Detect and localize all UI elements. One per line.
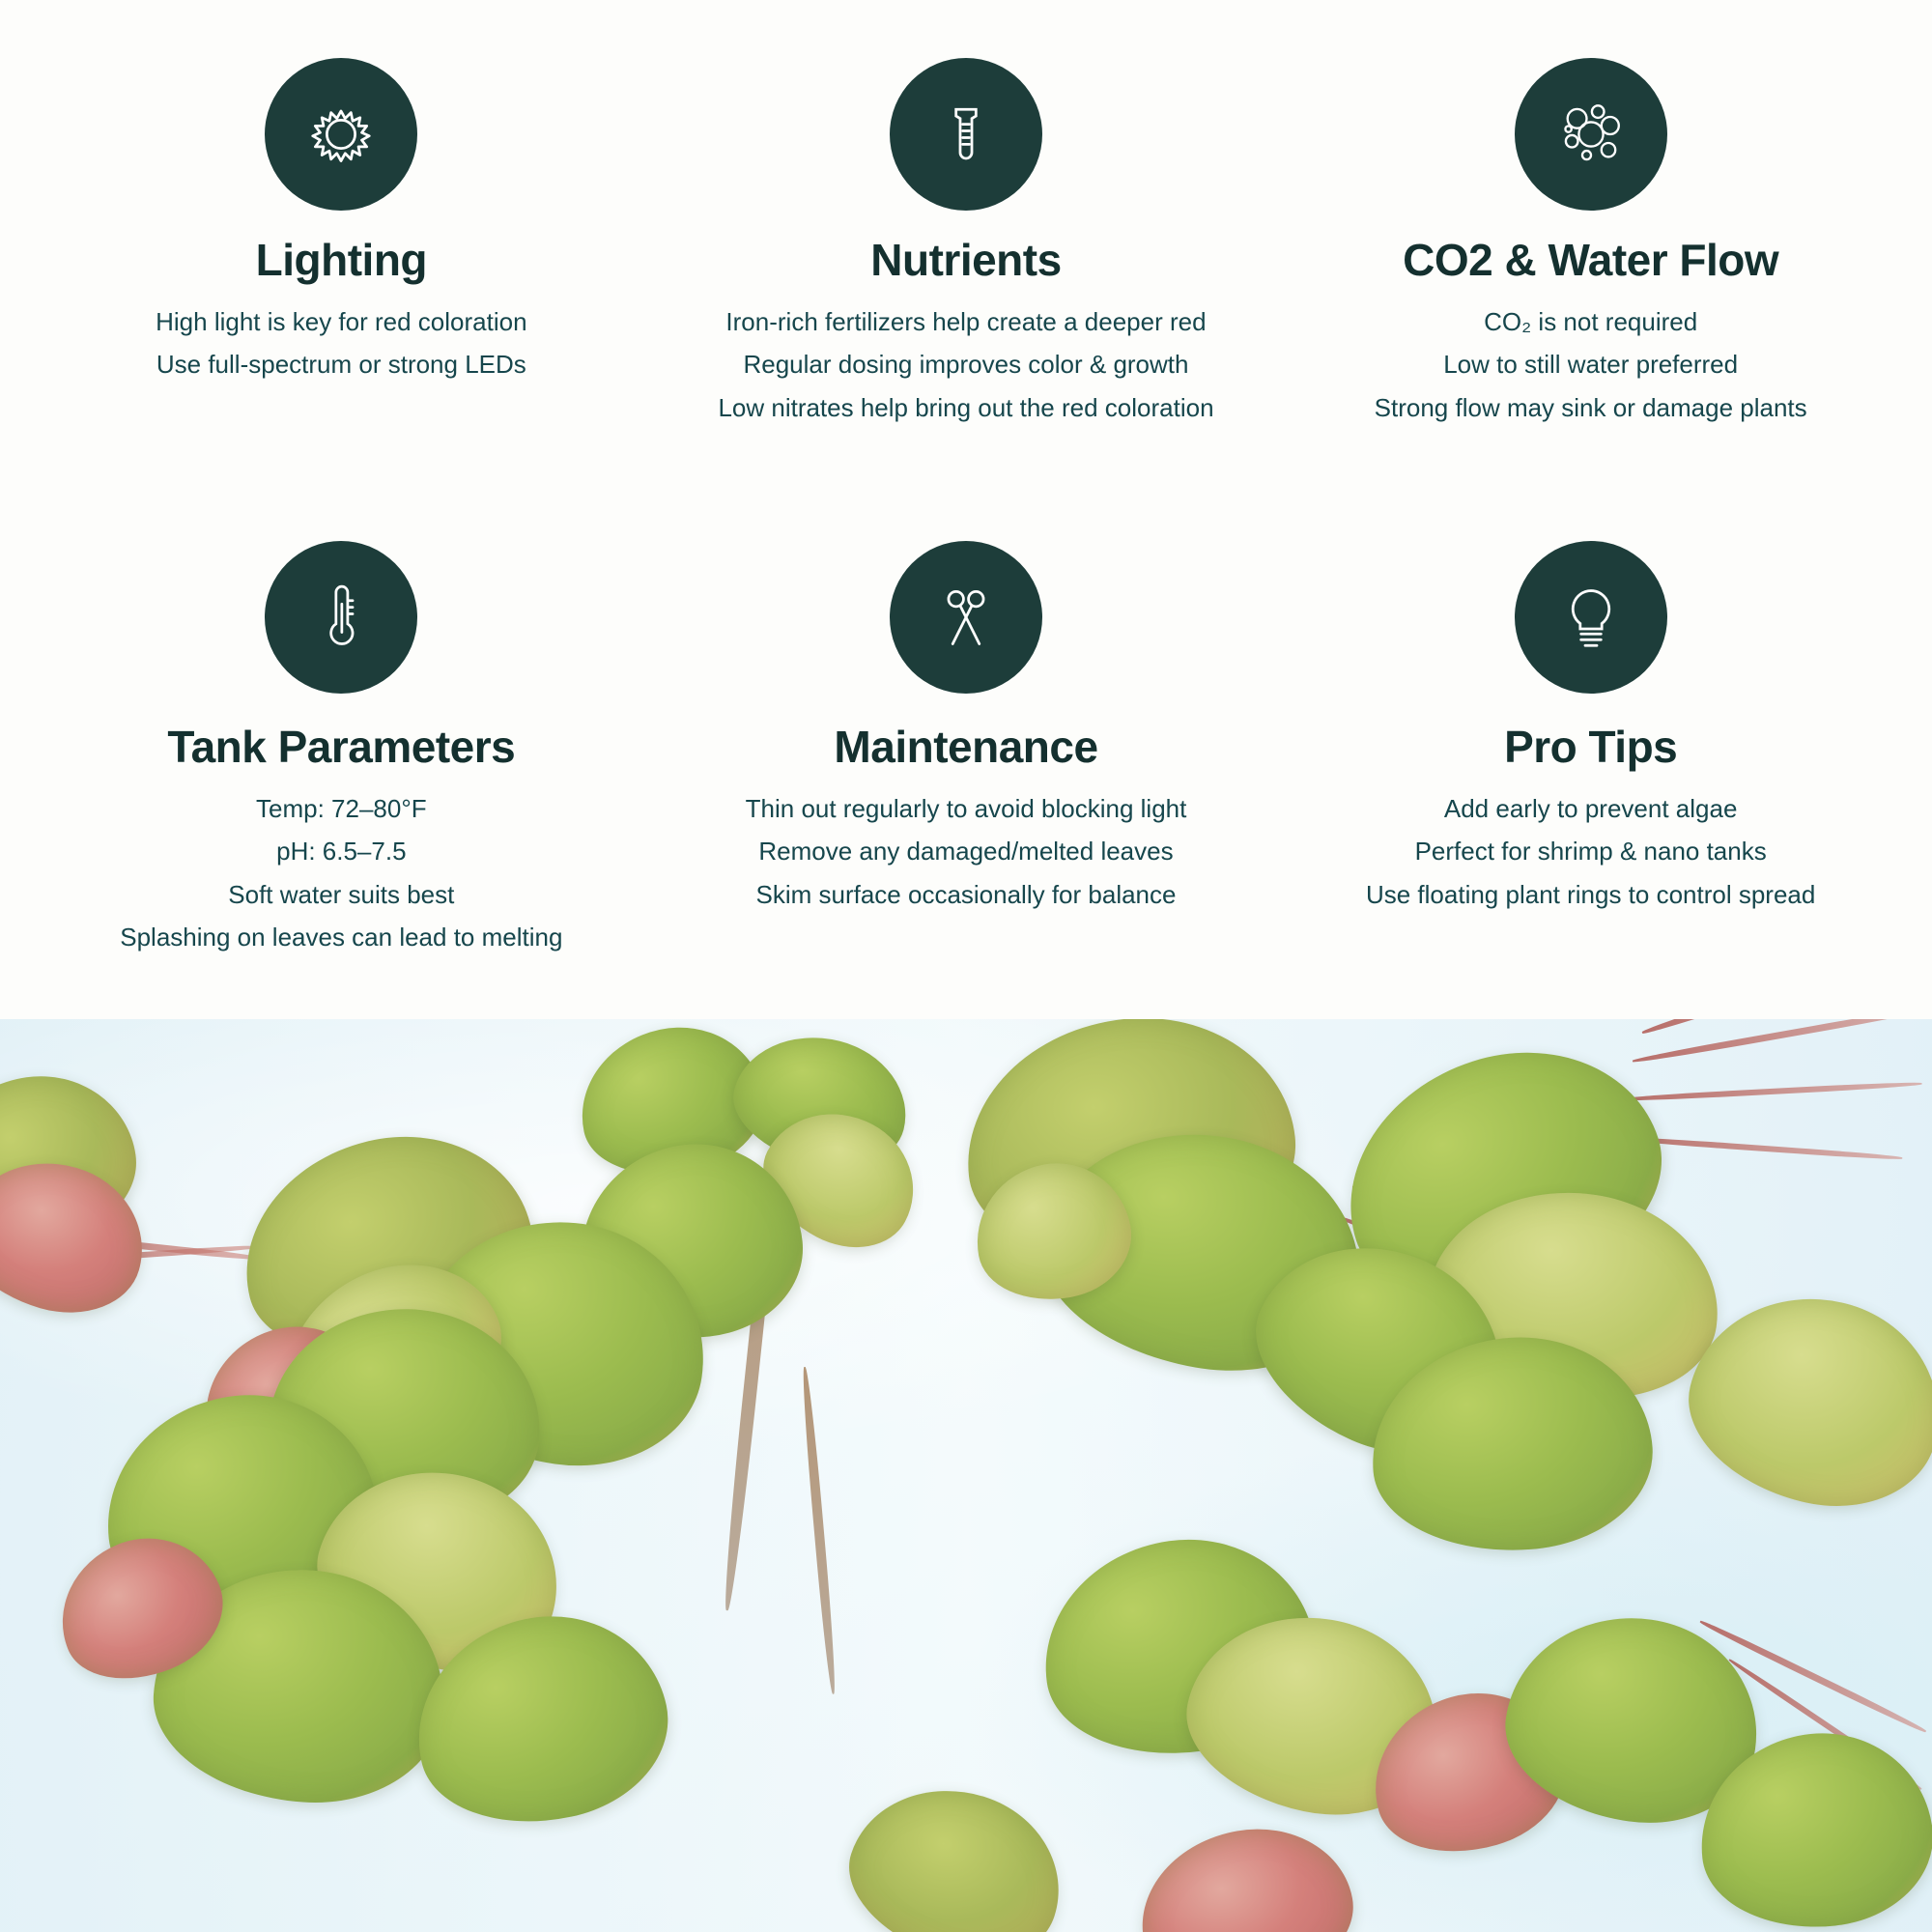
info-cell-pro-tips: [1278, 541, 1903, 1024]
info-cell-title: Tank Parameters: [167, 722, 516, 772]
info-cell-line: Splashing on leaves can lead to melting: [120, 923, 563, 952]
scissors-icon: [890, 541, 1042, 694]
info-cell-nutrients: [654, 58, 1279, 541]
info-cell-title: Lighting: [255, 235, 428, 285]
info-cell-line: Temp: 72–80°F: [256, 793, 427, 823]
info-cell-line: High light is key for red coloration: [156, 306, 527, 336]
info-cell-line: Thin out regularly to avoid blocking light: [745, 793, 1187, 823]
info-cell-lines: [120, 793, 562, 953]
info-cell-lines: [746, 793, 1187, 911]
info-cell-line: Remove any damaged/melted leaves: [758, 837, 1174, 867]
info-cell-lines: [156, 306, 526, 381]
info-cell-title: CO2 & Water Flow: [1403, 235, 1779, 285]
info-cell-lines: [1375, 306, 1807, 424]
info-cell-line: Soft water suits best: [228, 879, 455, 909]
info-cell-line: Regular dosing improves color & growth: [743, 350, 1189, 380]
lightbulb-icon: [1515, 541, 1667, 694]
info-cell-line: Iron-rich fertilizers help create a deeper red: [725, 306, 1207, 336]
info-cell-line: Use floating plant rings to control spread: [1365, 879, 1816, 909]
info-cell-line: pH: 6.5–7.5: [276, 837, 407, 867]
info-cell-lighting: [29, 58, 654, 541]
info-cell-title: Maintenance: [834, 722, 1098, 772]
info-cell-line: Skim surface occasionally for balance: [755, 879, 1177, 909]
info-cell-title: Nutrients: [870, 235, 1062, 285]
info-cell-line: Low to still water preferred: [1443, 350, 1739, 380]
bubbles-icon: [1515, 58, 1667, 211]
info-cell-tank-parameters: [29, 541, 654, 1024]
thermometer-icon: [265, 541, 417, 694]
info-cell-lines: [718, 306, 1213, 424]
sun-icon: [265, 58, 417, 211]
test-tube-icon: [890, 58, 1042, 211]
info-cell-title: Pro Tips: [1504, 722, 1678, 772]
info-cell-line: Strong flow may sink or damage plants: [1374, 392, 1807, 422]
info-cell-line: Low nitrates help bring out the red coloration: [718, 392, 1214, 422]
info-cell-maintenance: [654, 541, 1279, 1024]
info-cell-line: Add early to prevent algae: [1443, 793, 1738, 823]
info-cell-line: Perfect for shrimp & nano tanks: [1414, 837, 1767, 867]
info-cell-line: Use full-spectrum or strong LEDs: [156, 350, 526, 380]
plant-photo: [0, 1019, 1932, 1932]
info-cell-lines: [1366, 793, 1815, 911]
info-cell-line: CO₂ is not required: [1484, 306, 1698, 336]
info-cell-co2-water-flow: [1278, 58, 1903, 541]
